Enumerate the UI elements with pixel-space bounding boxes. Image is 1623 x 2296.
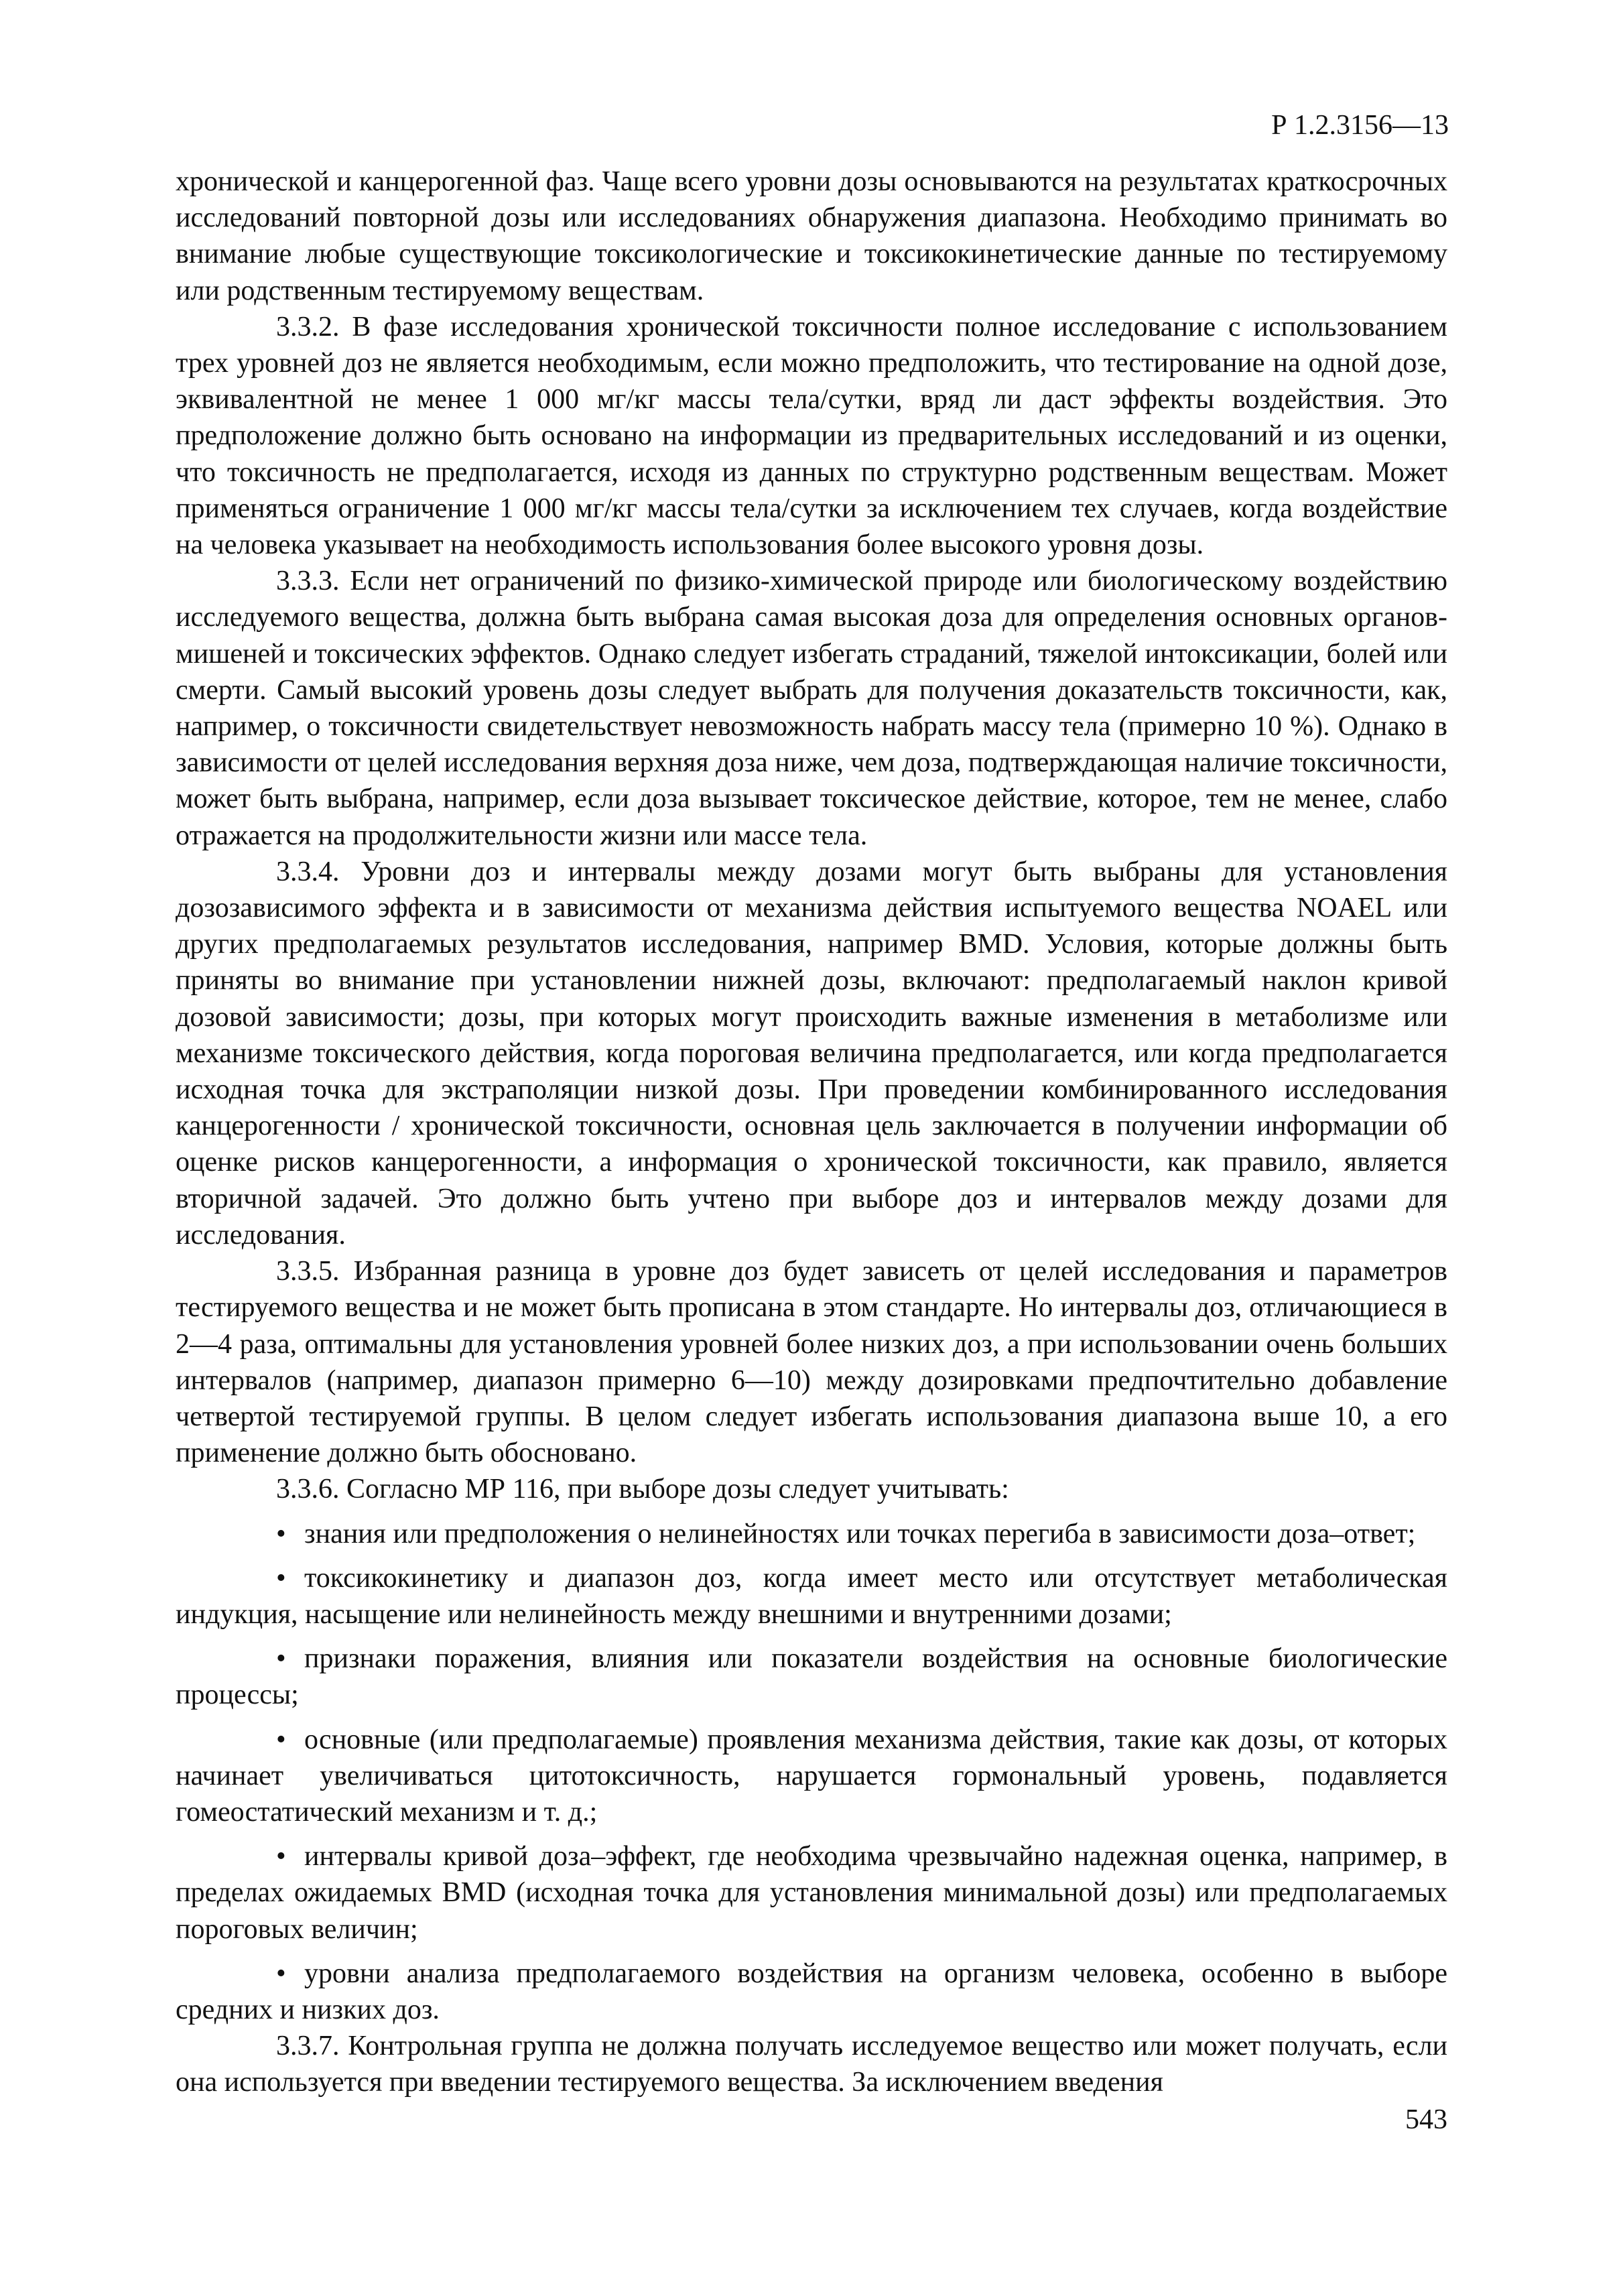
bullet-text: знания или предположения о нелинейностях или точках перегиба в зависимости доза–ответ; [304,1518,1416,1549]
bullet-text: уровни анализа предполагаемого воздействия на организм человека, особенно в выборе средних и низких доз. [176,1958,1447,2025]
paragraph-3-3-4: 3.3.4. Уровни доз и интервалы между дозами могут быть выбраны для установления дозозависимого эффекта и в зависимости от механизма действия испытуемого вещества NOAEL или других предполагаемых результатов исследования, например BMD. Условия, которые должны быть приняты во внимание при установлении нижней дозы, включают: предполагаемый наклон кривой дозовой зависимости; дозы, при которых могут происходить важные изменения в метаболизме или механизме токсического действия, когда пороговая величина предполагается, или когда предполагается исходная точка для экстраполяции низкой дозы. При проведении комбинированного исследования канцерогенности / хронической токсичности, основная цель заключается в получении информации об оценке рисков канцерогенности, а информация о хронической токсичности, как правило, является вторичной задачей. Это должно быть учтено при выборе доз и интервалов между дозами для исследования. [176,856,1447,1251]
paragraph-3-3-6: 3.3.6. Согласно МР 116, при выборе дозы следует учитывать: [276,1474,1009,1505]
bullet-item [176,1722,1447,1831]
bullet-text: основные (или предполагаемые) проявления механизма действия, такие как дозы, от которых начинает увеличиваться цитотоксичность, нарушается гормональный уровень, подавляется гомеостатический механизм и т. д.; [176,1724,1447,1828]
bullet-icon: • [276,1724,286,1755]
bullet-icon: • [276,1518,286,1549]
bullet-item [176,1641,1447,1713]
bullet-item [176,1516,1447,1552]
bullet-item [176,1560,1447,1633]
bullet-item [176,1838,1447,1948]
paragraph-3-3-5: 3.3.5. Избранная разница в уровне доз будет зависеть от целей исследования и параметров тестируемого вещества и не может быть прописана в этом стандарте. Но интервалы доз, отличающиеся в 2—4 раза, оптимальны для установления уровней более низких доз, а при использовании очень больших интервалов (например, диапазон примерно 6—10) между дозировками предпочтительно добавление четвертой тестируемой группы. В целом следует избегать использования диапазона выше 10, а его применение должно быть обосновано. [176,1256,1447,1469]
bullet-item [176,1956,1447,2028]
bullet-icon: • [276,1562,286,1594]
bullet-icon: • [276,1841,286,1872]
document-code: Р 1.2.3156—13 [1271,110,1449,141]
bullet-icon: • [276,1958,286,1989]
paragraph-3-3-3: 3.3.3. Если нет ограничений по физико-химической природе или биологическому воздействию исследуемого вещества, должна быть выбрана самая высокая доза для определения основных органов-мишеней и токсических эффектов. Однако следует избегать страданий, тяжелой интоксикации, болей или смерти. Самый высокий уровень дозы следует выбрать для получения доказательств токсичности, как, например, о токсичности свидетельствует невозможность набрать массу тела (примерно 10 %). Однако в зависимости от целей исследования верхняя доза ниже, чем доза, подтверждающая наличие токсичности, может быть выбрана, например, если доза вызывает токсическое действие, которое, тем не менее, слабо отражается на продолжительности жизни или массе тела. [176,566,1447,851]
bullet-text: признаки поражения, влияния или показатели воздействия на основные биологические процессы; [176,1643,1447,1711]
page-number: 543 [1405,2104,1447,2135]
bullet-icon: • [276,1643,286,1675]
intro-paragraph: хронической и канцерогенной фаз. Чаще всего уровни дозы основываются на результатах краткосрочных исследований повторной дозы или исследованиях обнаружения диапазона. Необходимо принимать во внимание любые существующие токсикологические и токсикокинетические данные по тестируемому или родственным тестируемому веществам. [176,166,1447,306]
bullet-text: токсикокинетику и диапазон доз, когда имеет место или отсутствует метаболическая индукция, насыщение или нелинейность между внешними и внутренними дозами; [176,1562,1447,1630]
paragraph-3-3-7: 3.3.7. Контрольная группа не должна получать исследуемое вещество или может получать, если она используется при введении тестируемого вещества. За исключением введения [176,2031,1447,2098]
page-body [176,164,1447,2101]
bullet-text: интервалы кривой доза–эффект, где необходима чрезвычайно надежная оценка, например, в пределах ожидаемых BMD (исходная точка для установления минимальной дозы) или предполагаемых пороговых величин; [176,1841,1447,1945]
paragraph-3-3-2: 3.3.2. В фазе исследования хронической токсичности полное исследование с использованием трех уровней доз не является необходимым, если можно предположить, что тестирование на одной дозе, эквивалентной не менее 1 000 мг/кг массы тела/сутки, вряд ли даст эффекты воздействия. Это предположение должно быть основано на информации из предварительных исследований и из оценки, что токсичность не предполагается, исходя из данных по структурно родственным веществам. Может применяться ограничение 1 000 мг/кг массы тела/сутки за исключением тех случаев, когда воздействие на человека указывает на необходимость использования более высокого уровня дозы. [176,311,1447,561]
